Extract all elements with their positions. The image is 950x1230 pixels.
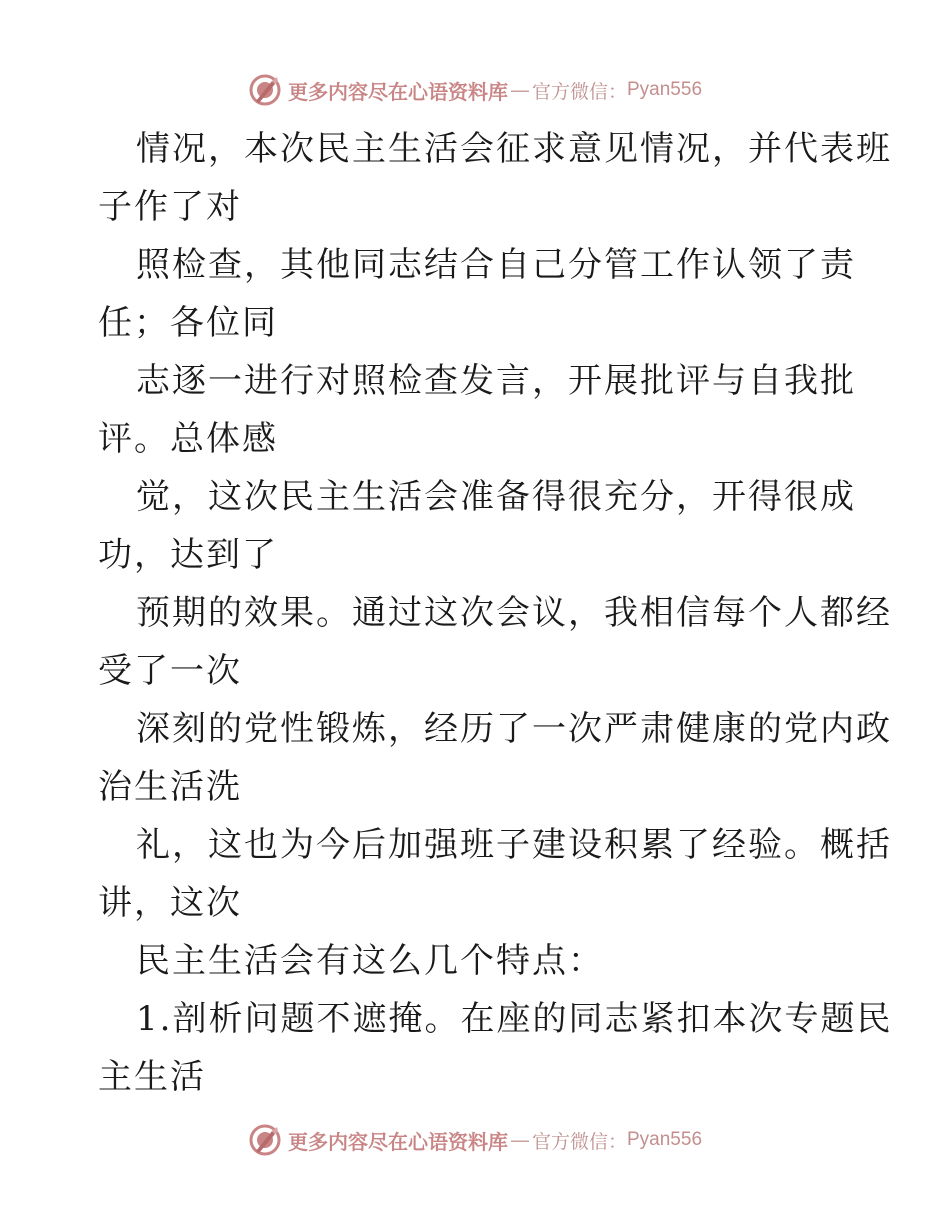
body-line: 照检查，其他同志结合自己分管工作认领了责	[136, 245, 856, 285]
body-line: 主生活	[98, 1057, 206, 1097]
pen-logo-icon	[248, 73, 282, 107]
body-line: 讲，这次	[98, 883, 242, 923]
body-line: 预期的效果。通过这次会议，我相信每个人都经	[136, 593, 892, 633]
body-line: 深刻的党性锻炼，经历了一次严肃健康的党内政	[136, 709, 892, 749]
body-line: 民主生活会有这么几个特点：	[136, 941, 604, 981]
body-line: 志逐一进行对照检查发言，开展批评与自我批	[136, 361, 856, 401]
watermark-wechat-id: Pyan556	[627, 79, 703, 100]
watermark-main-text: 更多内容尽在心语资料库	[287, 1129, 508, 1154]
footer-watermark	[0, 1120, 950, 1160]
body-line: 1.剖析问题不遮掩。在座的同志紧扣本次专题民	[136, 999, 893, 1039]
body-line: 礼，这也为今后加强班子建设积累了经验。概括	[136, 825, 892, 865]
watermark-sub-text: 官方微信：	[531, 80, 627, 103]
watermark-dash: —	[509, 1128, 530, 1152]
body-line: 任；各位同	[98, 303, 278, 343]
watermark-wechat-id: Pyan556	[627, 1129, 703, 1150]
watermark-sub-text: 官方微信：	[531, 1130, 627, 1153]
body-line: 功，达到了	[98, 535, 278, 575]
watermark-main-text: 更多内容尽在心语资料库	[287, 79, 508, 104]
body-line: 觉，这次民主生活会准备得很充分，开得很成	[136, 477, 856, 517]
header-watermark	[0, 70, 950, 110]
body-line: 治生活洗	[98, 767, 242, 807]
body-line: 情况，本次民主生活会征求意见情况，并代表班	[136, 129, 892, 169]
body-line: 受了一次	[98, 651, 242, 691]
body-line: 子作了对	[98, 187, 242, 227]
watermark-dash: —	[509, 78, 530, 102]
pen-logo-icon	[248, 1123, 282, 1157]
body-line: 评。总体感	[98, 419, 278, 459]
